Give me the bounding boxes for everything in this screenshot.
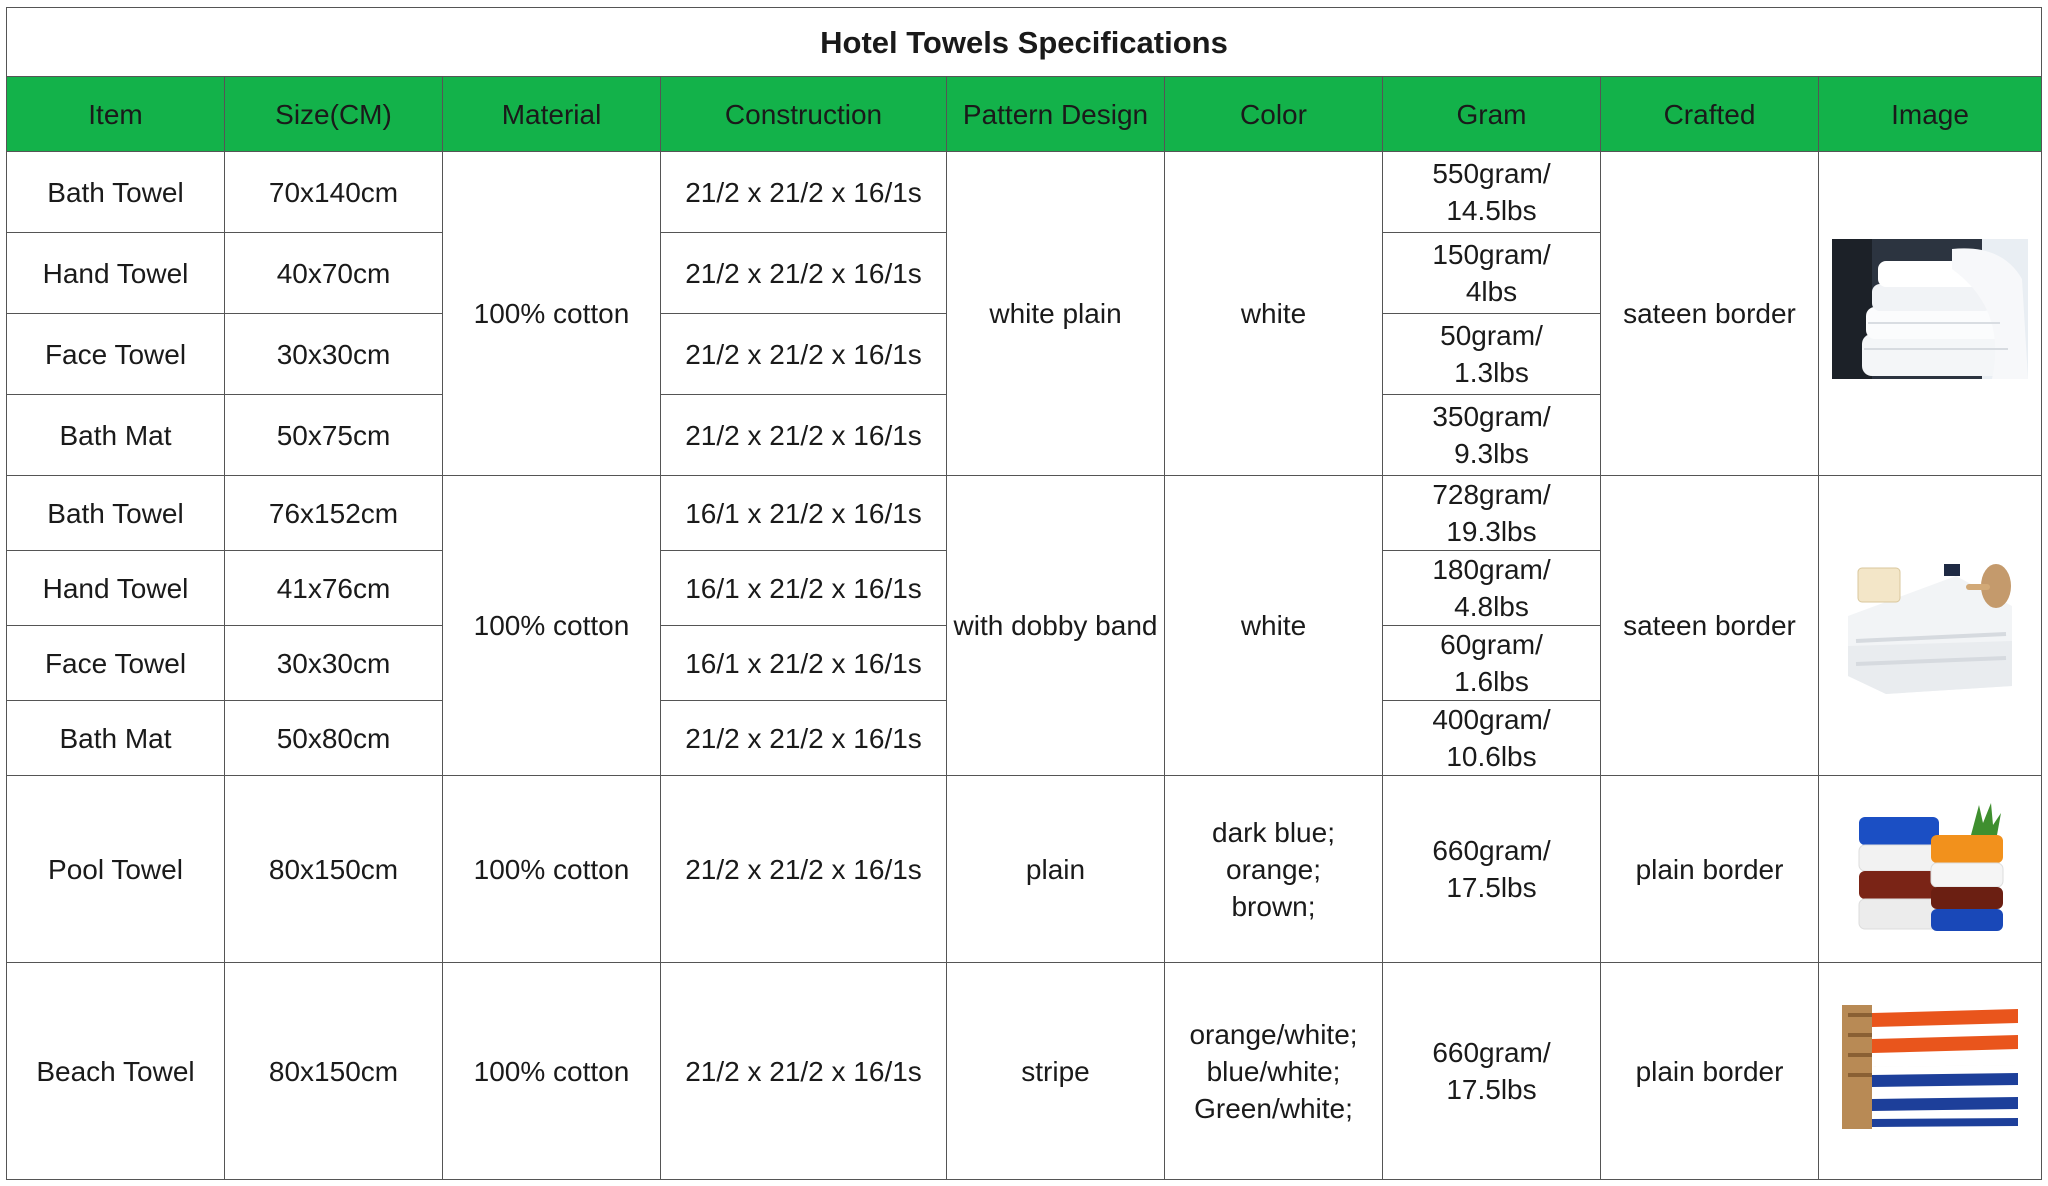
gram-cell — [1383, 551, 1601, 626]
size-cell: 41x76cm — [225, 551, 443, 626]
item-cell: Bath Mat — [7, 701, 225, 776]
size-cell: 80x150cm — [225, 963, 443, 1180]
size-cell: 76x152cm — [225, 476, 443, 551]
construction-cell: 16/1 x 21/2 x 16/1s — [661, 626, 947, 701]
cell-line: 350gram/ — [1432, 401, 1551, 432]
material-cell: 100% cotton — [443, 476, 661, 776]
pattern-design-cell: with dobby band — [947, 476, 1165, 776]
color-cell — [1165, 776, 1383, 963]
size-cell: 50x80cm — [225, 701, 443, 776]
size-cell: 80x150cm — [225, 776, 443, 963]
dobby-band-towels-with-soap-and-brush-photo — [1846, 546, 2014, 696]
material-cell: 100% cotton — [443, 152, 661, 476]
column-header-color: Color — [1165, 77, 1383, 152]
stacked-white-towels-photo — [1832, 239, 2028, 379]
cell-line: white — [1240, 610, 1307, 641]
cell-line: 728gram/ — [1432, 479, 1551, 510]
table-row — [7, 776, 2042, 963]
column-header-gram: Gram — [1383, 77, 1601, 152]
page-title: Hotel Towels Specifications — [7, 8, 2042, 77]
cell-line: white — [1240, 298, 1307, 329]
cell-line: blue/white; — [1206, 1055, 1341, 1087]
striped-beach-towels-photo — [1842, 1005, 2018, 1129]
construction-cell: 21/2 x 21/2 x 16/1s — [661, 776, 947, 963]
cell-line: 1.3lbs — [1454, 357, 1529, 388]
construction-cell: 21/2 x 21/2 x 16/1s — [661, 395, 947, 476]
item-cell: Bath Towel — [7, 152, 225, 233]
item-cell: Pool Towel — [7, 776, 225, 963]
gram-cell — [1383, 963, 1601, 1180]
column-header-size-cm: Size(CM) — [225, 77, 443, 152]
cell-line: 50gram/ — [1440, 320, 1543, 351]
color-cell — [1165, 152, 1383, 476]
crafted-cell: sateen border — [1601, 152, 1819, 476]
table-row — [7, 152, 2042, 233]
cell-line: 180gram/ — [1432, 554, 1551, 585]
cell-line: dark blue; — [1212, 816, 1335, 848]
cell-line: 550gram/ — [1432, 158, 1551, 189]
gram-cell — [1383, 314, 1601, 395]
size-cell: 30x30cm — [225, 626, 443, 701]
cell-line: 400gram/ — [1432, 704, 1551, 735]
column-header-construction: Construction — [661, 77, 947, 152]
cell-line: 1.6lbs — [1454, 666, 1529, 697]
column-header-image: Image — [1819, 77, 2042, 152]
colored-pool-towels-stack-photo — [1851, 795, 2009, 935]
gram-cell — [1383, 626, 1601, 701]
cell-line: 14.5lbs — [1446, 195, 1537, 226]
table-body — [7, 152, 2042, 1180]
cell-line: 150gram/ — [1432, 239, 1551, 270]
table-row — [7, 476, 2042, 551]
construction-cell: 21/2 x 21/2 x 16/1s — [661, 314, 947, 395]
image-cell — [1819, 476, 2042, 776]
pattern-design-cell: stripe — [947, 963, 1165, 1180]
cell-line: 4.8lbs — [1454, 591, 1529, 622]
cell-line: brown; — [1231, 890, 1316, 922]
item-cell: Face Towel — [7, 626, 225, 701]
image-cell — [1819, 963, 2042, 1180]
column-header-material: Material — [443, 77, 661, 152]
cell-line: 660gram/ — [1432, 1037, 1551, 1068]
color-cell — [1165, 963, 1383, 1180]
table-row — [7, 963, 2042, 1180]
cell-line: 660gram/ — [1432, 835, 1551, 866]
header-row — [7, 77, 2042, 152]
cell-line: orange/white; — [1189, 1018, 1358, 1050]
cell-line: 17.5lbs — [1446, 1074, 1537, 1105]
column-header-crafted: Crafted — [1601, 77, 1819, 152]
material-cell: 100% cotton — [443, 963, 661, 1180]
size-cell: 40x70cm — [225, 233, 443, 314]
construction-cell: 21/2 x 21/2 x 16/1s — [661, 152, 947, 233]
crafted-cell: plain border — [1601, 963, 1819, 1180]
color-cell — [1165, 476, 1383, 776]
construction-cell: 21/2 x 21/2 x 16/1s — [661, 233, 947, 314]
construction-cell: 21/2 x 21/2 x 16/1s — [661, 701, 947, 776]
size-cell: 50x75cm — [225, 395, 443, 476]
gram-cell — [1383, 233, 1601, 314]
item-cell: Hand Towel — [7, 233, 225, 314]
spec-sheet — [6, 7, 2041, 1181]
item-cell: Beach Towel — [7, 963, 225, 1180]
material-cell: 100% cotton — [443, 776, 661, 963]
gram-cell — [1383, 776, 1601, 963]
cell-line: 10.6lbs — [1446, 741, 1537, 772]
pattern-design-cell: white plain — [947, 152, 1165, 476]
image-cell — [1819, 776, 2042, 963]
cell-line: 19.3lbs — [1446, 516, 1537, 547]
spec-table — [6, 7, 2042, 1180]
cell-line: orange; — [1226, 853, 1321, 885]
cell-line: 60gram/ — [1440, 629, 1543, 660]
construction-cell: 21/2 x 21/2 x 16/1s — [661, 963, 947, 1180]
crafted-cell: sateen border — [1601, 476, 1819, 776]
cell-line: 9.3lbs — [1454, 438, 1529, 469]
construction-cell: 16/1 x 21/2 x 16/1s — [661, 551, 947, 626]
column-header-pattern-design: Pattern Design — [947, 77, 1165, 152]
gram-cell — [1383, 701, 1601, 776]
pattern-design-cell: plain — [947, 776, 1165, 963]
item-cell: Hand Towel — [7, 551, 225, 626]
gram-cell — [1383, 395, 1601, 476]
crafted-cell: plain border — [1601, 776, 1819, 963]
image-cell — [1819, 152, 2042, 476]
construction-cell: 16/1 x 21/2 x 16/1s — [661, 476, 947, 551]
gram-cell — [1383, 476, 1601, 551]
item-cell: Bath Towel — [7, 476, 225, 551]
size-cell: 70x140cm — [225, 152, 443, 233]
column-header-item: Item — [7, 77, 225, 152]
gram-cell — [1383, 152, 1601, 233]
cell-line: Green/white; — [1194, 1092, 1353, 1124]
cell-line: 17.5lbs — [1446, 872, 1537, 903]
item-cell: Bath Mat — [7, 395, 225, 476]
size-cell: 30x30cm — [225, 314, 443, 395]
cell-line: 4lbs — [1465, 276, 1518, 307]
item-cell: Face Towel — [7, 314, 225, 395]
